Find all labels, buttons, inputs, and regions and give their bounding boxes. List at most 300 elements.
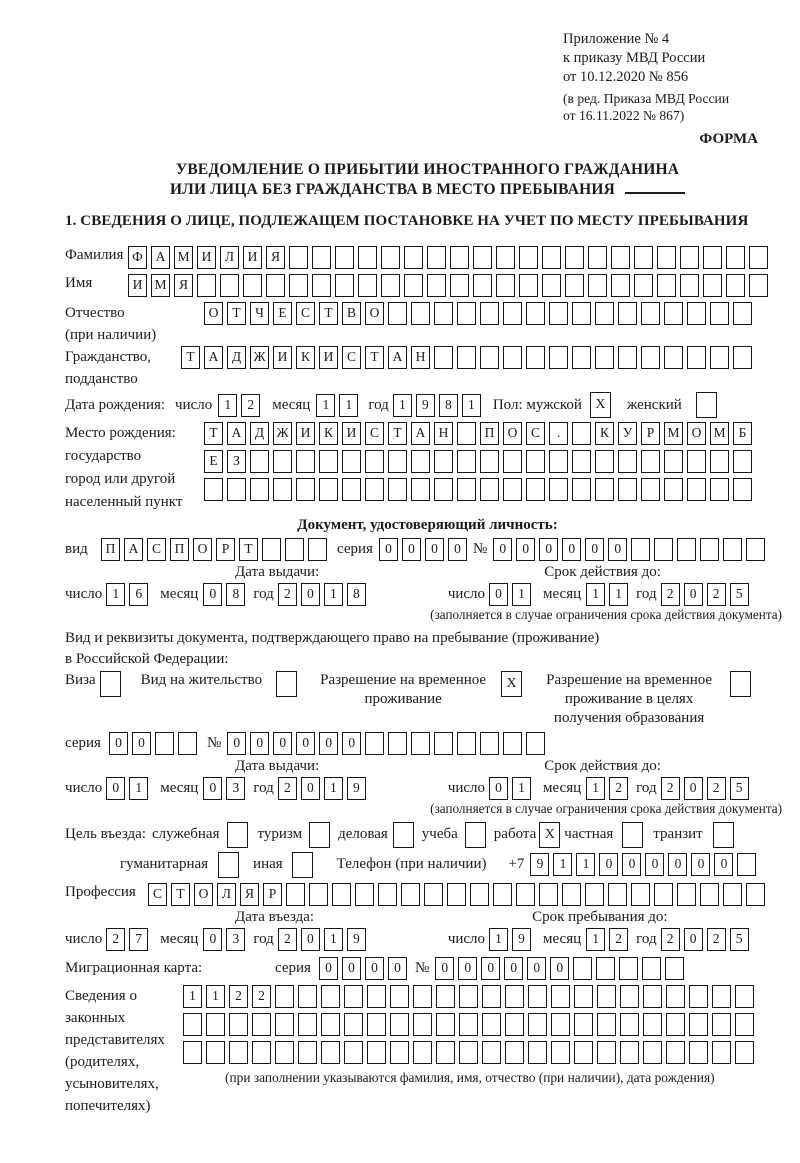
- char-cell[interactable]: 1: [393, 394, 412, 417]
- char-cell[interactable]: [308, 538, 327, 561]
- char-cell[interactable]: [664, 450, 683, 473]
- char-cell[interactable]: [503, 302, 522, 325]
- char-cell[interactable]: [183, 1013, 202, 1036]
- char-cell[interactable]: Ч: [250, 302, 269, 325]
- char-cell[interactable]: 0: [684, 777, 703, 800]
- char-cell[interactable]: 0: [714, 853, 733, 876]
- char-cell[interactable]: [677, 883, 696, 906]
- char-cell[interactable]: [595, 450, 614, 473]
- char-cell[interactable]: [252, 1041, 271, 1064]
- char-cell[interactable]: [687, 302, 706, 325]
- char-cell[interactable]: [413, 985, 432, 1008]
- char-cell[interactable]: [735, 985, 754, 1008]
- char-cell[interactable]: 1: [553, 853, 572, 876]
- char-cell[interactable]: [436, 1041, 455, 1064]
- char-cell[interactable]: [388, 732, 407, 755]
- char-cell[interactable]: М: [151, 274, 170, 297]
- char-cell[interactable]: [427, 274, 446, 297]
- char-cell[interactable]: [355, 883, 374, 906]
- char-cell[interactable]: [749, 274, 768, 297]
- char-cell[interactable]: [503, 732, 522, 755]
- char-cell[interactable]: [634, 246, 653, 269]
- char-cell[interactable]: [358, 246, 377, 269]
- char-cell[interactable]: 2: [241, 394, 260, 417]
- char-cell[interactable]: 2: [661, 928, 680, 951]
- char-cell[interactable]: [664, 346, 683, 369]
- char-cell[interactable]: [312, 274, 331, 297]
- char-cell[interactable]: 1: [339, 394, 358, 417]
- char-cell[interactable]: 0: [599, 853, 618, 876]
- char-cell[interactable]: 1: [183, 985, 202, 1008]
- char-cell[interactable]: П: [170, 538, 189, 561]
- char-cell[interactable]: [712, 1013, 731, 1036]
- char-cell[interactable]: [298, 985, 317, 1008]
- char-cell[interactable]: 2: [106, 928, 125, 951]
- char-cell[interactable]: [574, 1041, 593, 1064]
- char-cell[interactable]: С: [526, 422, 545, 445]
- char-cell[interactable]: [710, 478, 729, 501]
- char-cell[interactable]: [427, 246, 446, 269]
- char-cell[interactable]: [677, 538, 696, 561]
- char-cell[interactable]: 0: [562, 538, 581, 561]
- char-cell[interactable]: 0: [227, 732, 246, 755]
- char-cell[interactable]: А: [124, 538, 143, 561]
- char-cell[interactable]: [735, 1041, 754, 1064]
- char-cell[interactable]: А: [204, 346, 223, 369]
- char-cell[interactable]: [411, 450, 430, 473]
- purpose-transit-checkbox[interactable]: [713, 822, 734, 848]
- char-cell[interactable]: [620, 985, 639, 1008]
- char-cell[interactable]: [275, 1013, 294, 1036]
- char-cell[interactable]: [312, 246, 331, 269]
- char-cell[interactable]: 0: [516, 538, 535, 561]
- char-cell[interactable]: 9: [347, 928, 366, 951]
- char-cell[interactable]: И: [128, 274, 147, 297]
- char-cell[interactable]: [424, 883, 443, 906]
- char-cell[interactable]: [183, 1041, 202, 1064]
- char-cell[interactable]: [447, 883, 466, 906]
- char-cell[interactable]: [565, 246, 584, 269]
- char-cell[interactable]: [250, 478, 269, 501]
- char-cell[interactable]: [262, 538, 281, 561]
- male-checkbox[interactable]: X: [590, 392, 611, 418]
- char-cell[interactable]: З: [227, 450, 246, 473]
- char-cell[interactable]: С: [148, 883, 167, 906]
- char-cell[interactable]: [573, 957, 592, 980]
- char-cell[interactable]: 1: [586, 583, 605, 606]
- char-cell[interactable]: [619, 957, 638, 980]
- char-cell[interactable]: [289, 274, 308, 297]
- char-cell[interactable]: [588, 274, 607, 297]
- char-cell[interactable]: [608, 883, 627, 906]
- char-cell[interactable]: [275, 1041, 294, 1064]
- char-cell[interactable]: П: [480, 422, 499, 445]
- char-cell[interactable]: [733, 450, 752, 473]
- char-cell[interactable]: Т: [388, 422, 407, 445]
- char-cell[interactable]: [689, 985, 708, 1008]
- char-cell[interactable]: 0: [319, 732, 338, 755]
- char-cell[interactable]: 9: [416, 394, 435, 417]
- char-cell[interactable]: 0: [608, 538, 627, 561]
- char-cell[interactable]: Л: [220, 246, 239, 269]
- char-cell[interactable]: 0: [481, 957, 500, 980]
- char-cell[interactable]: И: [296, 422, 315, 445]
- char-cell[interactable]: И: [342, 422, 361, 445]
- char-cell[interactable]: Т: [319, 302, 338, 325]
- char-cell[interactable]: 0: [458, 957, 477, 980]
- char-cell[interactable]: Ф: [128, 246, 147, 269]
- char-cell[interactable]: [596, 957, 615, 980]
- char-cell[interactable]: [737, 853, 756, 876]
- char-cell[interactable]: 3: [226, 928, 245, 951]
- char-cell[interactable]: Л: [217, 883, 236, 906]
- char-cell[interactable]: М: [710, 422, 729, 445]
- char-cell[interactable]: О: [687, 422, 706, 445]
- char-cell[interactable]: Т: [204, 422, 223, 445]
- char-cell[interactable]: [687, 478, 706, 501]
- char-cell[interactable]: [365, 478, 384, 501]
- char-cell[interactable]: [365, 732, 384, 755]
- char-cell[interactable]: [457, 732, 476, 755]
- char-cell[interactable]: О: [193, 538, 212, 561]
- char-cell[interactable]: [434, 346, 453, 369]
- char-cell[interactable]: И: [273, 346, 292, 369]
- char-cell[interactable]: [572, 478, 591, 501]
- char-cell[interactable]: 2: [252, 985, 271, 1008]
- char-cell[interactable]: [473, 274, 492, 297]
- char-cell[interactable]: [710, 450, 729, 473]
- char-cell[interactable]: [595, 346, 614, 369]
- char-cell[interactable]: [390, 1041, 409, 1064]
- char-cell[interactable]: [549, 346, 568, 369]
- char-cell[interactable]: [549, 478, 568, 501]
- char-cell[interactable]: [450, 274, 469, 297]
- char-cell[interactable]: .: [549, 422, 568, 445]
- char-cell[interactable]: [342, 450, 361, 473]
- char-cell[interactable]: М: [174, 246, 193, 269]
- char-cell[interactable]: А: [411, 422, 430, 445]
- residence-permit-checkbox[interactable]: [276, 671, 297, 697]
- char-cell[interactable]: [496, 246, 515, 269]
- char-cell[interactable]: 0: [106, 777, 125, 800]
- char-cell[interactable]: 0: [684, 583, 703, 606]
- char-cell[interactable]: [480, 732, 499, 755]
- char-cell[interactable]: 2: [229, 985, 248, 1008]
- char-cell[interactable]: [206, 1013, 225, 1036]
- char-cell[interactable]: О: [503, 422, 522, 445]
- char-cell[interactable]: [319, 450, 338, 473]
- char-cell[interactable]: 8: [226, 583, 245, 606]
- char-cell[interactable]: [493, 883, 512, 906]
- char-cell[interactable]: [526, 732, 545, 755]
- char-cell[interactable]: [618, 478, 637, 501]
- char-cell[interactable]: 0: [365, 957, 384, 980]
- char-cell[interactable]: [321, 985, 340, 1008]
- char-cell[interactable]: Е: [273, 302, 292, 325]
- char-cell[interactable]: [631, 538, 650, 561]
- char-cell[interactable]: Т: [171, 883, 190, 906]
- char-cell[interactable]: [703, 246, 722, 269]
- char-cell[interactable]: [542, 246, 561, 269]
- char-cell[interactable]: [344, 985, 363, 1008]
- char-cell[interactable]: [620, 1013, 639, 1036]
- char-cell[interactable]: [296, 478, 315, 501]
- char-cell[interactable]: 0: [645, 853, 664, 876]
- char-cell[interactable]: 0: [684, 928, 703, 951]
- char-cell[interactable]: [381, 274, 400, 297]
- char-cell[interactable]: 1: [206, 985, 225, 1008]
- char-cell[interactable]: [735, 1013, 754, 1036]
- char-cell[interactable]: 0: [203, 583, 222, 606]
- char-cell[interactable]: [298, 1013, 317, 1036]
- char-cell[interactable]: 2: [707, 777, 726, 800]
- char-cell[interactable]: 0: [379, 538, 398, 561]
- char-cell[interactable]: [643, 1041, 662, 1064]
- char-cell[interactable]: 0: [342, 957, 361, 980]
- char-cell[interactable]: К: [296, 346, 315, 369]
- char-cell[interactable]: В: [342, 302, 361, 325]
- char-cell[interactable]: [723, 538, 742, 561]
- char-cell[interactable]: [275, 985, 294, 1008]
- char-cell[interactable]: [365, 450, 384, 473]
- char-cell[interactable]: [411, 732, 430, 755]
- char-cell[interactable]: У: [618, 422, 637, 445]
- char-cell[interactable]: [457, 346, 476, 369]
- char-cell[interactable]: [197, 274, 216, 297]
- char-cell[interactable]: 0: [109, 732, 128, 755]
- char-cell[interactable]: [178, 732, 197, 755]
- char-cell[interactable]: [595, 478, 614, 501]
- char-cell[interactable]: 9: [347, 777, 366, 800]
- char-cell[interactable]: А: [151, 246, 170, 269]
- char-cell[interactable]: [342, 478, 361, 501]
- char-cell[interactable]: [572, 422, 591, 445]
- char-cell[interactable]: [641, 346, 660, 369]
- char-cell[interactable]: 1: [586, 928, 605, 951]
- char-cell[interactable]: [585, 883, 604, 906]
- char-cell[interactable]: И: [243, 246, 262, 269]
- char-cell[interactable]: [273, 450, 292, 473]
- char-cell[interactable]: 0: [691, 853, 710, 876]
- char-cell[interactable]: [666, 1013, 685, 1036]
- char-cell[interactable]: Р: [216, 538, 235, 561]
- char-cell[interactable]: [687, 346, 706, 369]
- char-cell[interactable]: 5: [730, 928, 749, 951]
- char-cell[interactable]: 1: [316, 394, 335, 417]
- char-cell[interactable]: [551, 1013, 570, 1036]
- char-cell[interactable]: 0: [203, 928, 222, 951]
- char-cell[interactable]: [413, 1041, 432, 1064]
- char-cell[interactable]: [643, 985, 662, 1008]
- char-cell[interactable]: [611, 274, 630, 297]
- char-cell[interactable]: [643, 1013, 662, 1036]
- char-cell[interactable]: [595, 302, 614, 325]
- char-cell[interactable]: [620, 1041, 639, 1064]
- char-cell[interactable]: А: [388, 346, 407, 369]
- char-cell[interactable]: [641, 450, 660, 473]
- char-cell[interactable]: [689, 1041, 708, 1064]
- char-cell[interactable]: [266, 274, 285, 297]
- char-cell[interactable]: [700, 538, 719, 561]
- char-cell[interactable]: 0: [301, 777, 320, 800]
- char-cell[interactable]: С: [342, 346, 361, 369]
- char-cell[interactable]: [321, 1041, 340, 1064]
- char-cell[interactable]: [496, 274, 515, 297]
- char-cell[interactable]: [390, 985, 409, 1008]
- char-cell[interactable]: С: [147, 538, 166, 561]
- char-cell[interactable]: [273, 478, 292, 501]
- char-cell[interactable]: 7: [129, 928, 148, 951]
- char-cell[interactable]: 0: [448, 538, 467, 561]
- char-cell[interactable]: [597, 985, 616, 1008]
- char-cell[interactable]: Р: [263, 883, 282, 906]
- char-cell[interactable]: [664, 302, 683, 325]
- char-cell[interactable]: 2: [609, 777, 628, 800]
- char-cell[interactable]: 8: [347, 583, 366, 606]
- char-cell[interactable]: [298, 1041, 317, 1064]
- char-cell[interactable]: [206, 1041, 225, 1064]
- char-cell[interactable]: [227, 478, 246, 501]
- char-cell[interactable]: [746, 538, 765, 561]
- char-cell[interactable]: [434, 450, 453, 473]
- char-cell[interactable]: [680, 246, 699, 269]
- visa-checkbox[interactable]: [100, 671, 121, 697]
- char-cell[interactable]: 0: [585, 538, 604, 561]
- char-cell[interactable]: [505, 985, 524, 1008]
- char-cell[interactable]: [687, 450, 706, 473]
- char-cell[interactable]: [572, 346, 591, 369]
- char-cell[interactable]: [641, 302, 660, 325]
- char-cell[interactable]: [654, 538, 673, 561]
- char-cell[interactable]: Я: [174, 274, 193, 297]
- char-cell[interactable]: [480, 478, 499, 501]
- char-cell[interactable]: [503, 346, 522, 369]
- char-cell[interactable]: 6: [129, 583, 148, 606]
- char-cell[interactable]: [618, 346, 637, 369]
- char-cell[interactable]: [574, 985, 593, 1008]
- char-cell[interactable]: [642, 957, 661, 980]
- char-cell[interactable]: [457, 302, 476, 325]
- purpose-work-checkbox[interactable]: X: [539, 822, 560, 848]
- char-cell[interactable]: [434, 302, 453, 325]
- char-cell[interactable]: [746, 883, 765, 906]
- char-cell[interactable]: 0: [301, 583, 320, 606]
- char-cell[interactable]: 1: [489, 928, 508, 951]
- char-cell[interactable]: [252, 1013, 271, 1036]
- purpose-other-checkbox[interactable]: [292, 852, 313, 878]
- char-cell[interactable]: [519, 246, 538, 269]
- char-cell[interactable]: [526, 450, 545, 473]
- char-cell[interactable]: [390, 1013, 409, 1036]
- char-cell[interactable]: Д: [250, 422, 269, 445]
- char-cell[interactable]: 1: [324, 928, 343, 951]
- char-cell[interactable]: 1: [462, 394, 481, 417]
- char-cell[interactable]: [641, 478, 660, 501]
- char-cell[interactable]: [634, 274, 653, 297]
- char-cell[interactable]: 2: [278, 928, 297, 951]
- char-cell[interactable]: 1: [106, 583, 125, 606]
- char-cell[interactable]: 2: [278, 777, 297, 800]
- char-cell[interactable]: 8: [439, 394, 458, 417]
- char-cell[interactable]: [597, 1041, 616, 1064]
- char-cell[interactable]: 1: [609, 583, 628, 606]
- temp-permit-checkbox[interactable]: X: [501, 671, 522, 697]
- char-cell[interactable]: 2: [609, 928, 628, 951]
- char-cell[interactable]: Е: [204, 450, 223, 473]
- char-cell[interactable]: 0: [132, 732, 151, 755]
- char-cell[interactable]: 2: [661, 583, 680, 606]
- char-cell[interactable]: [666, 985, 685, 1008]
- purpose-business-checkbox[interactable]: [393, 822, 414, 848]
- char-cell[interactable]: Н: [411, 346, 430, 369]
- char-cell[interactable]: [710, 346, 729, 369]
- char-cell[interactable]: [657, 246, 676, 269]
- char-cell[interactable]: [434, 478, 453, 501]
- char-cell[interactable]: Ж: [273, 422, 292, 445]
- char-cell[interactable]: [712, 1041, 731, 1064]
- char-cell[interactable]: [618, 450, 637, 473]
- char-cell[interactable]: К: [595, 422, 614, 445]
- char-cell[interactable]: [503, 450, 522, 473]
- char-cell[interactable]: [733, 478, 752, 501]
- char-cell[interactable]: Т: [227, 302, 246, 325]
- char-cell[interactable]: О: [365, 302, 384, 325]
- char-cell[interactable]: [588, 246, 607, 269]
- char-cell[interactable]: [220, 274, 239, 297]
- char-cell[interactable]: 0: [342, 732, 361, 755]
- char-cell[interactable]: [459, 1013, 478, 1036]
- char-cell[interactable]: [473, 246, 492, 269]
- char-cell[interactable]: 0: [493, 538, 512, 561]
- char-cell[interactable]: [516, 883, 535, 906]
- char-cell[interactable]: [631, 883, 650, 906]
- char-cell[interactable]: [689, 1013, 708, 1036]
- char-cell[interactable]: [381, 246, 400, 269]
- char-cell[interactable]: [335, 274, 354, 297]
- char-cell[interactable]: 1: [324, 777, 343, 800]
- char-cell[interactable]: [358, 274, 377, 297]
- char-cell[interactable]: [654, 883, 673, 906]
- char-cell[interactable]: Р: [641, 422, 660, 445]
- char-cell[interactable]: 0: [402, 538, 421, 561]
- char-cell[interactable]: [404, 274, 423, 297]
- char-cell[interactable]: [519, 274, 538, 297]
- char-cell[interactable]: С: [296, 302, 315, 325]
- char-cell[interactable]: 0: [539, 538, 558, 561]
- char-cell[interactable]: [539, 883, 558, 906]
- char-cell[interactable]: О: [194, 883, 213, 906]
- char-cell[interactable]: [503, 478, 522, 501]
- char-cell[interactable]: [243, 274, 262, 297]
- char-cell[interactable]: [296, 450, 315, 473]
- char-cell[interactable]: [666, 1041, 685, 1064]
- char-cell[interactable]: 0: [425, 538, 444, 561]
- char-cell[interactable]: [618, 302, 637, 325]
- char-cell[interactable]: [155, 732, 174, 755]
- char-cell[interactable]: 1: [586, 777, 605, 800]
- char-cell[interactable]: [344, 1041, 363, 1064]
- char-cell[interactable]: [526, 478, 545, 501]
- char-cell[interactable]: [482, 1013, 501, 1036]
- char-cell[interactable]: [480, 302, 499, 325]
- char-cell[interactable]: 2: [661, 777, 680, 800]
- char-cell[interactable]: [505, 1013, 524, 1036]
- char-cell[interactable]: [457, 478, 476, 501]
- char-cell[interactable]: [388, 478, 407, 501]
- char-cell[interactable]: [285, 538, 304, 561]
- char-cell[interactable]: 2: [707, 928, 726, 951]
- char-cell[interactable]: [726, 274, 745, 297]
